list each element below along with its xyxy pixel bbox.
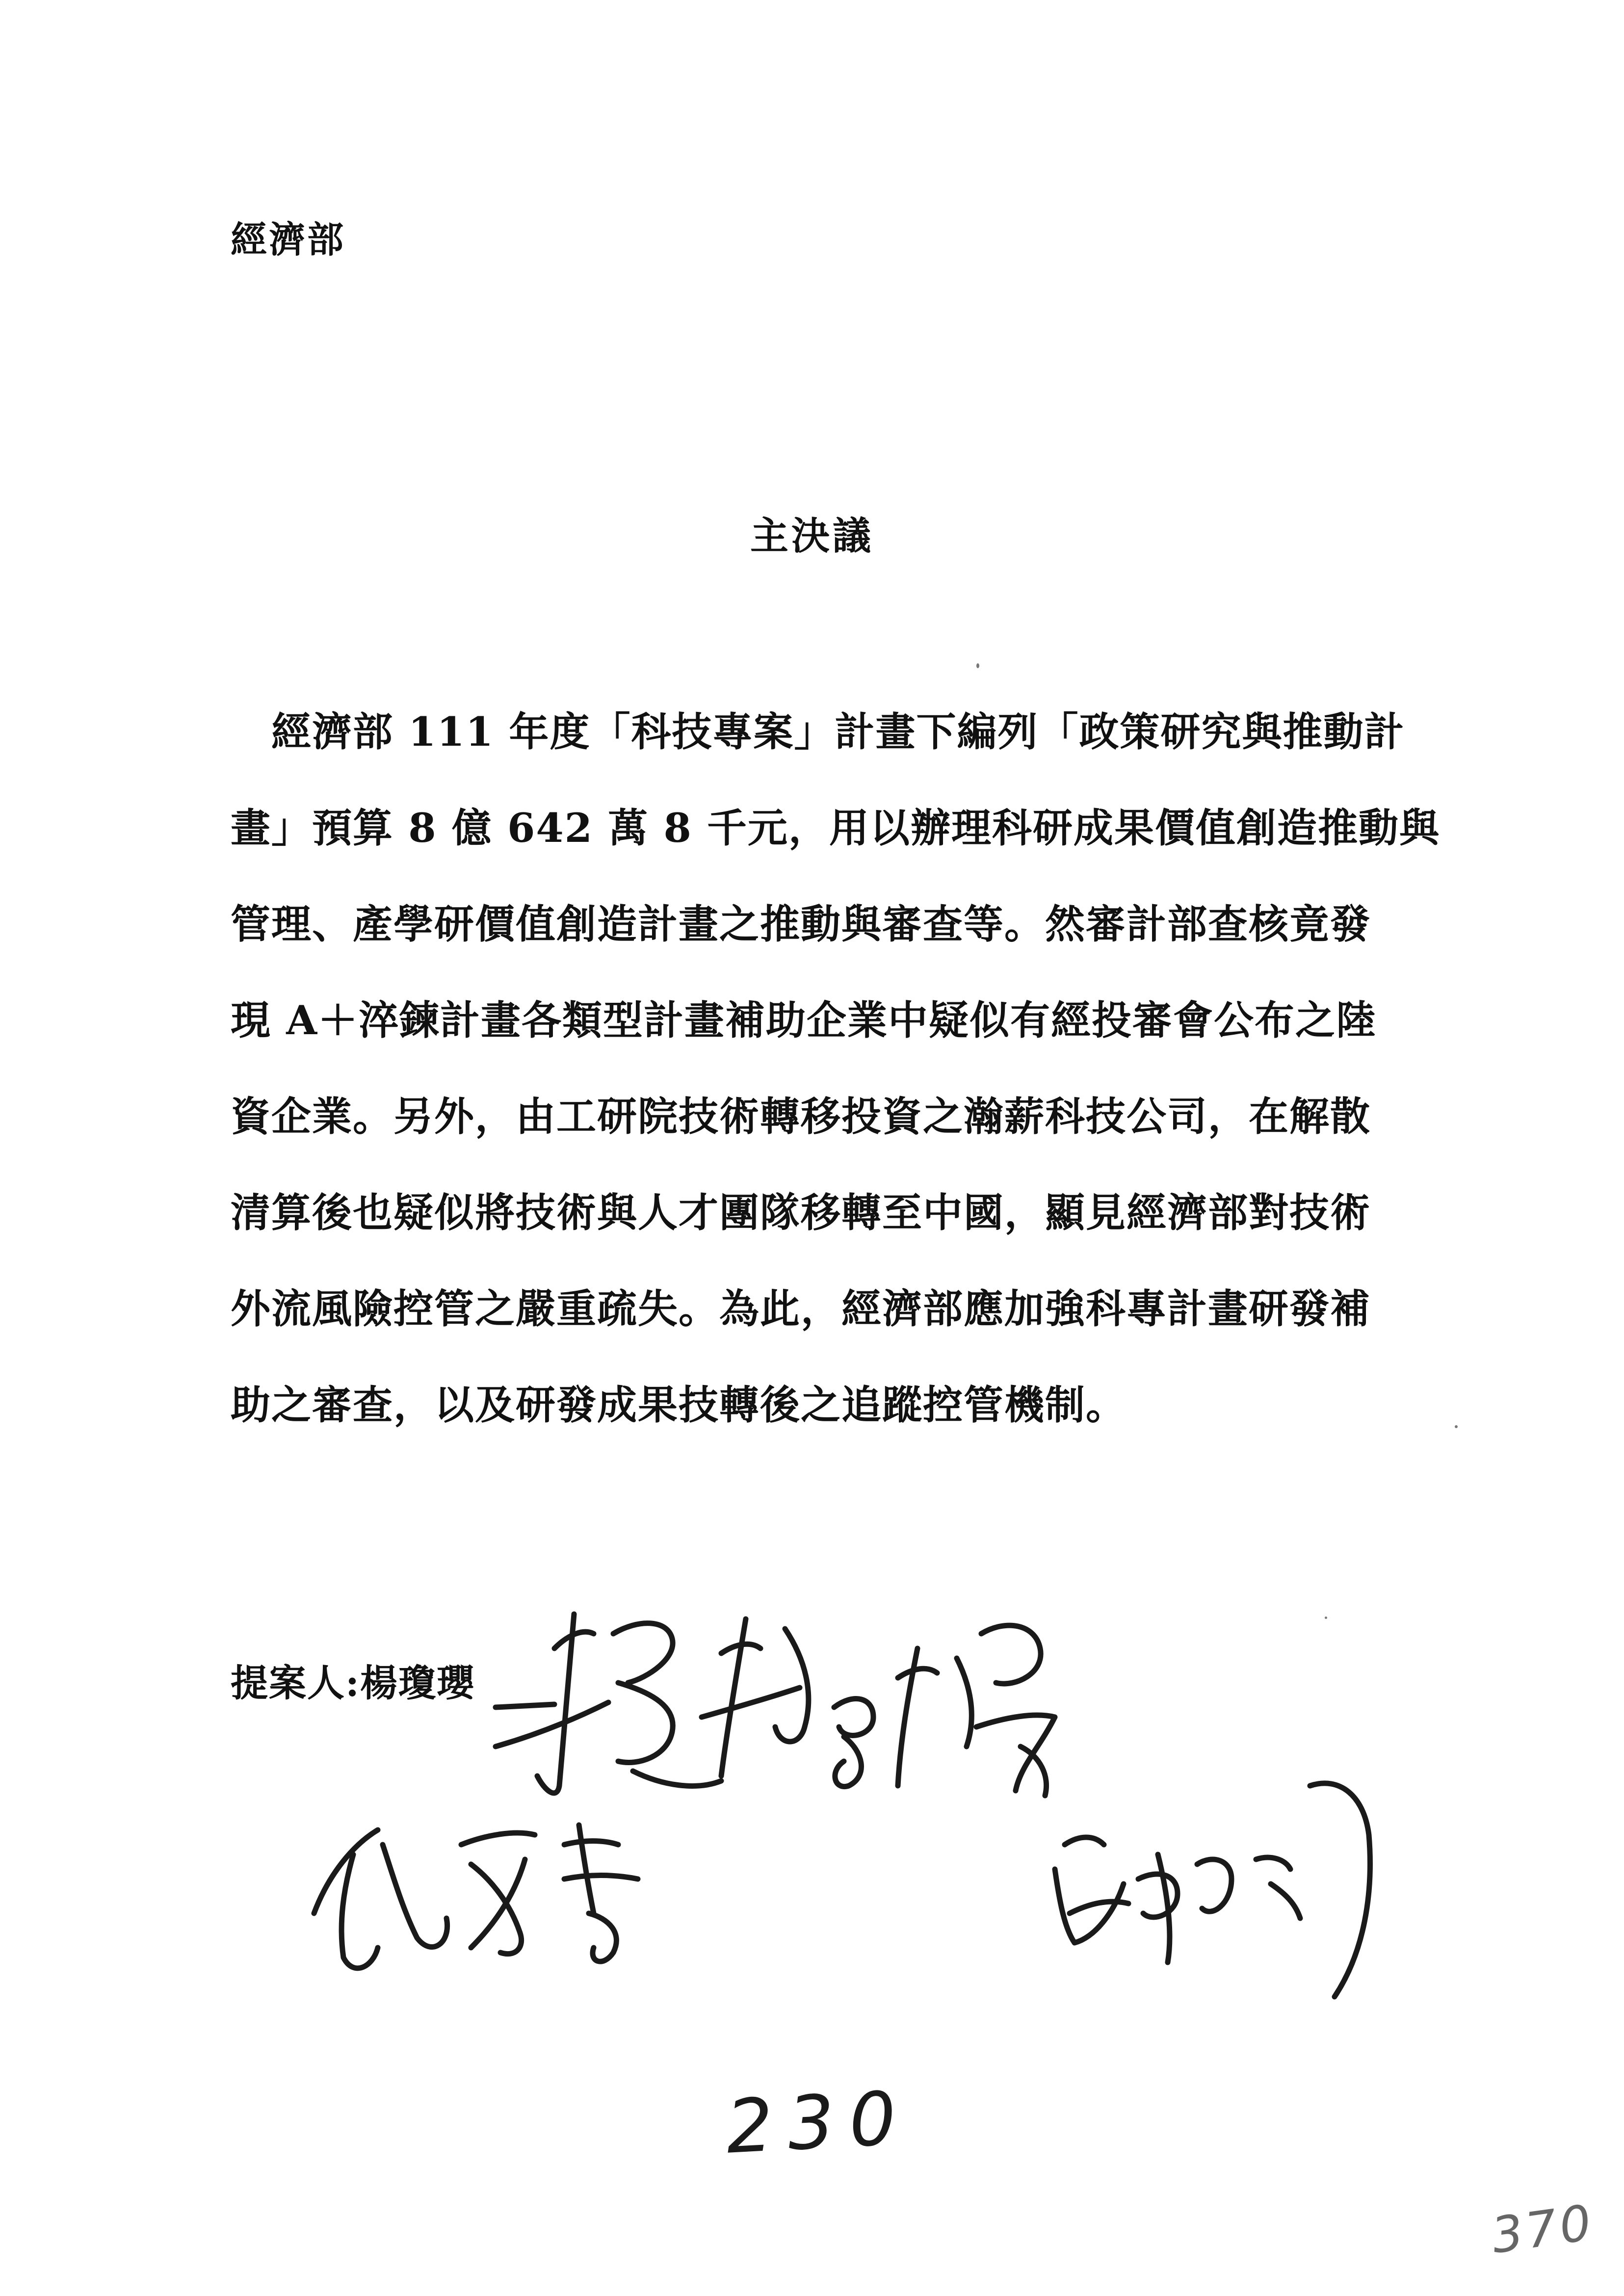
- body-line: 管理、產學研價值創造計畫之推動與審查等。然審計部查核竟發: [231, 901, 1371, 948]
- scan-speck: [1325, 1617, 1327, 1619]
- organization-header: 經濟部: [231, 219, 345, 261]
- handwritten-number: 230: [724, 2075, 913, 2170]
- signature-3: [898, 1625, 1055, 1796]
- signature-underline: [496, 1704, 554, 1707]
- signature-5: [1055, 1783, 1370, 1997]
- document-title: 主決議: [750, 514, 874, 558]
- body-line: 畫」預算 8 億 642 萬 8 千元，用以辦理科研成果價值創造推動與: [231, 805, 1440, 852]
- body-line: 經濟部 111 年度「科技專案」計畫下編列「政策研究與推動計: [231, 709, 1405, 756]
- body-line: 資企業。另外，由工研院技術轉移投資之瀚薪科技公司，在解散: [231, 1094, 1371, 1140]
- body-line: 現 A＋淬鍊計畫各類型計畫補助企業中疑似有經投審會公布之陸: [231, 997, 1377, 1044]
- signature-4: [314, 1825, 638, 1968]
- page-number-annotation: 370: [1488, 2193, 1598, 2265]
- scan-speck: [976, 663, 979, 668]
- body-line: 清算後也疑似將技術與人才團隊移轉至中國，顯見經濟部對技術: [231, 1190, 1371, 1236]
- proposer-label: 提案人:楊瓊瓔: [231, 1661, 475, 1705]
- scan-speck: [1455, 1425, 1458, 1428]
- signature-2: [702, 1619, 873, 1787]
- body-line: 助之審查，以及研發成果技轉後之追蹤控管機制。: [231, 1382, 1127, 1429]
- body-line: 外流風險控管之嚴重疏失。為此，經濟部應加強科專計畫研發補: [231, 1286, 1371, 1332]
